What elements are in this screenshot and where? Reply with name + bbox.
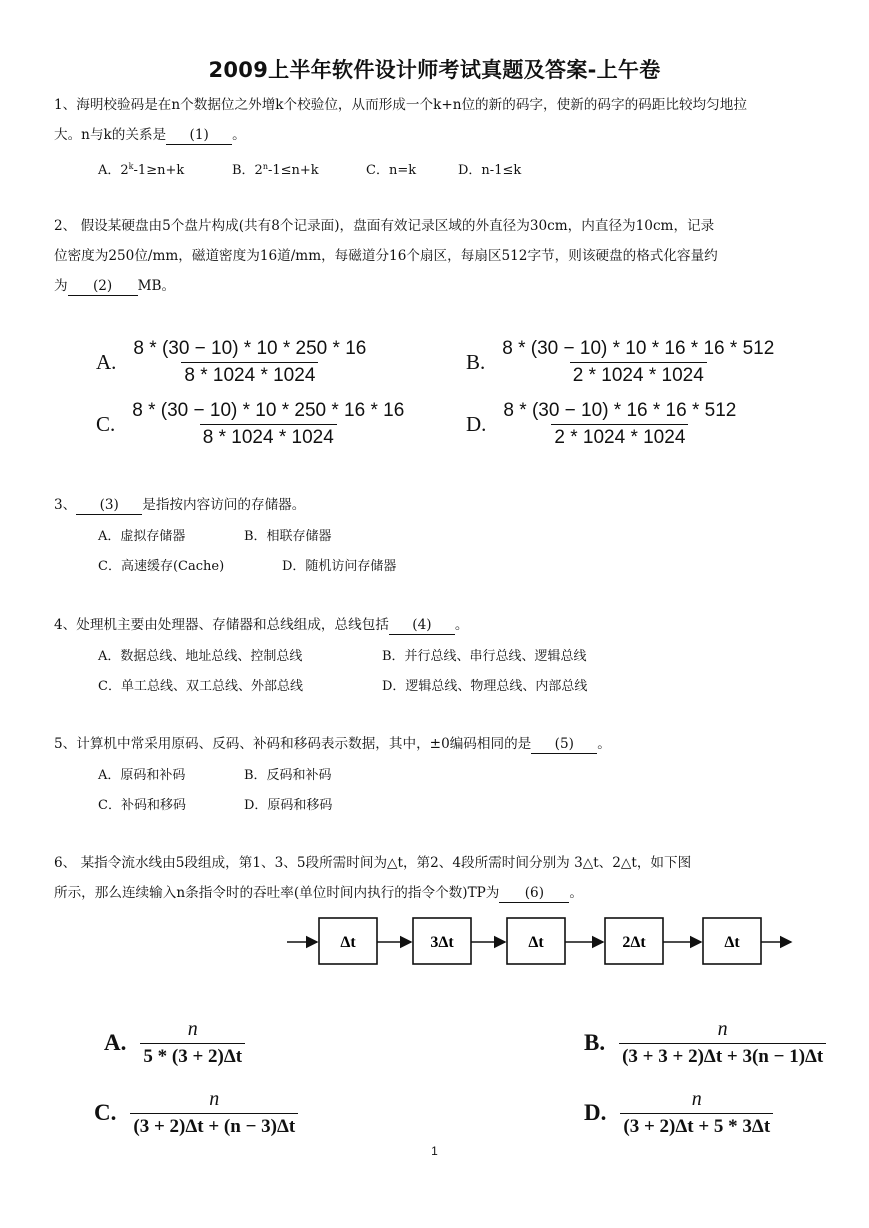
- pipeline-stage-4-label: 2Δt: [622, 934, 646, 951]
- q5-option-b: B．反码和补码: [244, 768, 332, 783]
- q6-formula-d: D. $\frac{n}{(3 + 2)\Delta t + 5 * 3\Delta t}$: [584, 1088, 773, 1138]
- q5-option-d: D．原码和移码: [244, 798, 333, 813]
- q5-blank: (5): [531, 735, 597, 754]
- q5-option-c: C．补码和移码: [98, 798, 186, 813]
- q6-line1: 6、 某指令流水线由5段组成，第1、3、5段所需时间为△t，第2、4段所需时间分别为 3△t、2△t，如下图: [54, 855, 692, 871]
- q1-option-c: C．n=k: [366, 163, 417, 178]
- q4-blank: (4): [389, 616, 455, 635]
- q2-line1: 2、 假设某硬盘由5个盘片构成(共有8个记录面)，盘面有效记录区域的外直径为30cm，内直径为10cm，记录: [54, 218, 715, 234]
- q1-end: 。: [232, 127, 246, 143]
- q5-option-a: A．原码和补码: [98, 768, 186, 783]
- q2-blank: (2): [68, 277, 138, 296]
- q3-option-b: B．相联存储器: [244, 529, 332, 544]
- q2-formula-c: C. $\frac{8 * (30 - 10) * 10 * 250 * 16 * 16}{8 * 1024 * 1024}$: [96, 400, 405, 448]
- page-number: 1: [431, 1144, 438, 1158]
- q4-option-a: A．数据总线、地址总线、控制总线: [98, 649, 303, 664]
- q2-formula-d: D. $\frac{8 * (30 - 10) * 16 * 16 * 512}{2 * 1024 * 1024}$: [466, 400, 737, 448]
- q3-option-d: D．随机访问存储器: [282, 559, 397, 574]
- q1-stem: 大。n与k的关系是: [54, 127, 167, 143]
- q6-formula-c: C. $\frac{n}{(3 + 2)\Delta t + (n - 3)\Delta t}$: [94, 1088, 298, 1138]
- q1-blank: (1): [166, 126, 232, 145]
- q4-stem: 4、处理机主要由处理器、存储器和总线组成，总线包括 (4) 。: [54, 617, 469, 633]
- pipeline-stage-3-label: Δt: [528, 934, 544, 951]
- q4-option-c: C．单工总线、双工总线、外部总线: [98, 679, 303, 694]
- q1-option-a: A．$2^k-1\ge n+k$: [98, 162, 185, 178]
- q1-line1: 1、海明校验码是在n个数据位之外增k个校验位，从而形成一个k+n位的新的码字，使新的码字的码距比较均匀地拉: [54, 97, 747, 113]
- q6-formula-a: A. $\frac{n}{5 * (3 + 2)\Delta t}$: [104, 1018, 245, 1068]
- q2-formula-b: B. $\frac{8 * (30 - 10) * 10 * 16 * 16 * 512}{2 * 1024 * 1024}$: [466, 338, 775, 386]
- pipeline-stage-2-label: 3Δt: [430, 934, 454, 951]
- q6-formula-b: B. $\frac{n}{(3 + 3 + 2)\Delta t + 3(n - 1)\Delta t}$: [584, 1018, 826, 1068]
- q3-blank: (3): [76, 496, 142, 515]
- q1-option-b: B．$2^n-1\le n+k$: [232, 162, 319, 178]
- q1-option-d: D．n-1≤k: [458, 163, 522, 178]
- q6-blank: (6): [499, 884, 569, 903]
- q2-line3: 为 (2) MB。: [54, 278, 176, 294]
- q3-stem: 3、 (3) 是指按内容访问的存储器。: [54, 497, 306, 513]
- q4-option-b: B．并行总线、串行总线、逻辑总线: [382, 649, 587, 664]
- q6-line2: 所示，那么连续输入n条指令时的吞吐率(单位时间内执行的指令个数)TP为 (6) 。: [54, 885, 583, 901]
- q2-formula-a: A. $\frac{8 * (30 - 10) * 10 * 250 * 16}{8 * 1024 * 1024}$: [96, 338, 367, 386]
- pipeline-diagram: [285, 912, 795, 972]
- pipeline-stage-1-label: Δt: [340, 934, 356, 951]
- page-title: 2009上半年软件设计师考试真题及答案-上午卷: [208, 58, 661, 82]
- q5-stem: 5、计算机中常采用原码、反码、补码和移码表示数据，其中，±0编码相同的是 (5) 。: [54, 736, 611, 752]
- q4-option-d: D．逻辑总线、物理总线、内部总线: [382, 679, 588, 694]
- q3-option-c: C．高速缓存(Cache): [98, 559, 225, 574]
- q2-line2: 位密度为250位/mm，磁道密度为16道/mm，每磁道分16个扇区，每扇区512字节，则该硬盘的格式化容量约: [54, 248, 718, 264]
- q1-line2: [54, 120, 246, 150]
- q3-option-a: A．虚拟存储器: [98, 529, 186, 544]
- pipeline-stage-5-label: Δt: [724, 934, 740, 951]
